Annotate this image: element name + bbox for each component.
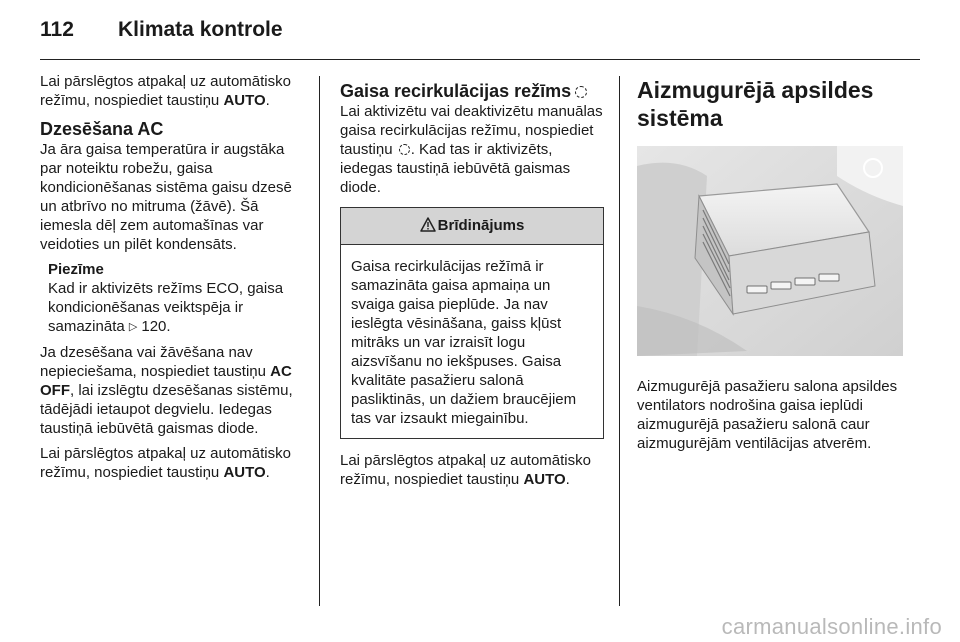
section-heading-ac-cooling: Dzesēšana AC xyxy=(40,119,164,139)
page-number: 112 xyxy=(40,18,74,41)
warning-title: Brīdinājums xyxy=(437,217,525,234)
ac-off-key: AC OFF xyxy=(40,363,292,399)
cross-reference-arrow-icon: ▷ xyxy=(128,321,138,333)
section-heading-rear-heating: Aizmugurējā apsildes sistēma xyxy=(637,77,874,131)
paragraph-recirculation: Lai aktivizētu vai deaktivizētu manuālas gaisa recirkulācijas režīmu, nospiediet taustiņu . Kad tas ir aktivizēts, iedegas taustiņā iebūvētā gaismas diode. xyxy=(340,103,603,196)
header-divider xyxy=(40,59,920,60)
paragraph-rear-heating: Aizmugurējā pasažieru salona apsildes ventilators nodrošina gaisa ieplūdi aizmugurējā pasažieru salonā caur aizmugurējām ventilācijas atverēm. xyxy=(637,378,898,452)
watermark: carmanualsonline.info xyxy=(721,614,942,639)
rear-heater-illustration xyxy=(637,146,903,356)
auto-key-3: AUTO xyxy=(523,471,566,488)
page-reference[interactable]: 120. xyxy=(141,318,171,335)
recirculation-icon xyxy=(399,144,410,155)
section-heading-recirculation: Gaisa recirkulācijas režīms xyxy=(340,80,604,102)
page-title: Klimata kontrole xyxy=(118,18,283,41)
paragraph-auto-return: Lai pārslēgtos atpakaļ uz automātisko režīmu, nospiediet taustiņu AUTO. xyxy=(40,73,291,109)
column-divider-1 xyxy=(319,76,320,606)
page-header xyxy=(40,18,920,48)
column-right xyxy=(637,72,903,459)
paragraph-ac-cooling: Ja āra gaisa temperatūra ir augstāka par noteiktu robežu, gaisa kondicionēšanas sistēma gaisu dzesē un atbrīvo no mitruma (žāvē). Šā iemesla dēļ zem automašīnas var veidoties un pilēt kondensāts. xyxy=(40,141,292,253)
column-middle xyxy=(340,72,604,495)
warning-text: Gaisa recirkulācijas režīmā ir samazināta gaisa apmaiņa un svaiga gaisa pieplūde. Ja nav ieslēgta vēsināšana, gaiss kļūst mitrāks un var izraisīt logu aizsvīšanu no iekšpuses. Gaisa kvalitāte pasažieru salonā pasliktinās, un dažiem braucējiem tas var izsaukt miegainību. xyxy=(351,258,577,427)
column-divider-2 xyxy=(619,76,620,606)
paragraph-auto-return-3: Lai pārslēgtos atpakaļ uz automātisko režīmu, nospiediet taustiņu AUTO. xyxy=(340,452,591,488)
note-label: Piezīme xyxy=(48,261,104,278)
note-text: Kad ir aktivizēts režīms ECO, gaisa kondicionēšanas veiktspēja ir samazināta ▷ 120. xyxy=(48,280,284,335)
recirculation-icon xyxy=(575,86,587,98)
auto-key-2: AUTO xyxy=(223,464,266,481)
paragraph-auto-return-2: Lai pārslēgtos atpakaļ uz automātisko režīmu, nospiediet taustiņu AUTO. xyxy=(40,445,291,481)
column-left xyxy=(40,72,302,488)
auto-key: AUTO xyxy=(223,92,266,109)
warning-triangle-icon xyxy=(420,217,436,232)
warning-body xyxy=(341,245,603,438)
warning-header xyxy=(341,208,603,245)
paragraph-ac-off: Ja dzesēšana vai žāvēšana nav nepieciešama, nospiediet taustiņu AC OFF, lai izslēgtu dzesēšanas sistēmu, tādējādi ietaupot degvielu. Iedegas taustiņā iebūvētā gaismas diode. xyxy=(40,344,293,437)
warning-box xyxy=(340,207,604,439)
note-block xyxy=(40,260,302,337)
